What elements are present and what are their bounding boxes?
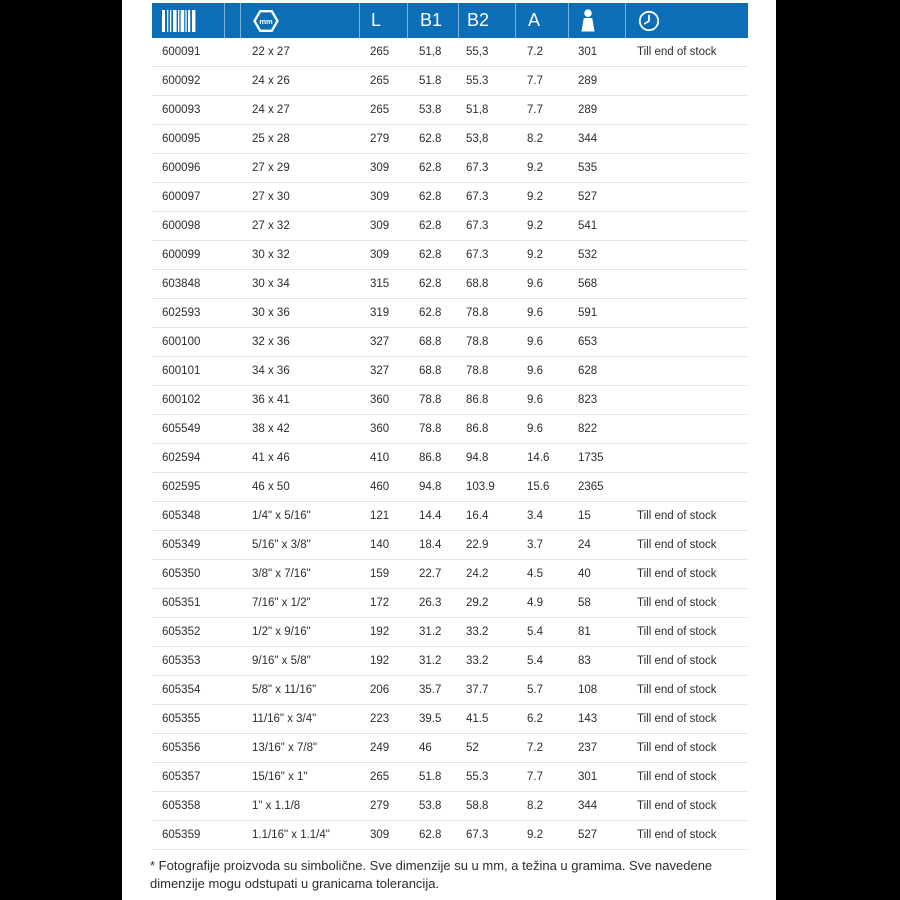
cell-weight: 40 bbox=[578, 568, 591, 580]
cell-a: 9.2 bbox=[527, 191, 543, 203]
cell-length: 327 bbox=[370, 365, 390, 377]
cell-size: 1.1/16" x 1.1/4" bbox=[252, 829, 330, 841]
cell-weight: 143 bbox=[578, 713, 598, 725]
cell-length: 140 bbox=[370, 539, 390, 551]
cell-size: 11/16" x 3/4" bbox=[252, 713, 317, 725]
cell-article-number: 605349 bbox=[162, 539, 201, 551]
cell-length: 206 bbox=[370, 684, 390, 696]
cell-a: 8.2 bbox=[527, 133, 543, 145]
cell-size: 9/16" x 5/8" bbox=[252, 655, 311, 667]
cell-article-number: 600096 bbox=[162, 162, 201, 174]
cell-length: 360 bbox=[370, 394, 390, 406]
cell-b1: 18.4 bbox=[419, 539, 442, 551]
cell-availability-note: Till end of stock bbox=[637, 597, 717, 609]
cell-article-number: 605549 bbox=[162, 423, 201, 435]
cell-size: 1" x 1.1/8 bbox=[252, 800, 301, 812]
header-cell-size bbox=[240, 3, 359, 38]
cell-b2: 94.8 bbox=[466, 452, 489, 464]
cell-b2: 67.3 bbox=[466, 191, 489, 203]
cell-b1: 14.4 bbox=[419, 510, 442, 522]
table-row bbox=[152, 647, 748, 676]
cell-b1: 78.8 bbox=[419, 423, 442, 435]
cell-a: 7.7 bbox=[527, 75, 543, 87]
cell-length: 309 bbox=[370, 829, 390, 841]
cell-article-number: 600100 bbox=[162, 336, 201, 348]
cell-size: 1/2" x 9/16" bbox=[252, 626, 311, 638]
cell-a: 3.7 bbox=[527, 539, 543, 551]
cell-a: 7.2 bbox=[527, 46, 543, 58]
cell-size: 15/16" x 1" bbox=[252, 771, 308, 783]
cell-article-number: 603848 bbox=[162, 278, 201, 290]
cell-availability-note: Till end of stock bbox=[637, 539, 717, 551]
cell-a: 7.2 bbox=[527, 742, 543, 754]
cell-weight: 15 bbox=[578, 510, 591, 522]
cell-weight: 237 bbox=[578, 742, 598, 754]
cell-length: 460 bbox=[370, 481, 390, 493]
cell-b2: 41.5 bbox=[466, 713, 489, 725]
cell-weight: 541 bbox=[578, 220, 598, 232]
cell-size: 13/16" x 7/8" bbox=[252, 742, 318, 754]
cell-size: 25 x 28 bbox=[252, 133, 290, 145]
cell-weight: 289 bbox=[578, 75, 598, 87]
cell-length: 315 bbox=[370, 278, 390, 290]
cell-article-number: 600091 bbox=[162, 46, 201, 58]
cell-article-number: 600097 bbox=[162, 191, 201, 203]
cell-a: 4.5 bbox=[527, 568, 543, 580]
cell-article-number: 600095 bbox=[162, 133, 201, 145]
cell-availability-note: Till end of stock bbox=[637, 684, 717, 696]
cell-article-number: 602595 bbox=[162, 481, 201, 493]
header-cell-a bbox=[515, 3, 568, 38]
table-row bbox=[152, 125, 748, 154]
cell-weight: 628 bbox=[578, 365, 598, 377]
cell-b1: 22.7 bbox=[419, 568, 442, 580]
cell-a: 9.6 bbox=[527, 307, 543, 319]
cell-b2: 68.8 bbox=[466, 278, 489, 290]
table-row bbox=[152, 212, 748, 241]
cell-b2: 86.8 bbox=[466, 423, 489, 435]
cell-article-number: 605353 bbox=[162, 655, 201, 667]
cell-a: 14.6 bbox=[527, 452, 550, 464]
header-label-B1: B1 bbox=[420, 10, 443, 30]
cell-size: 36 x 41 bbox=[252, 394, 290, 406]
table-row bbox=[152, 415, 748, 444]
cell-a: 9.2 bbox=[527, 829, 543, 841]
cell-availability-note: Till end of stock bbox=[637, 829, 717, 841]
cell-length: 265 bbox=[370, 46, 390, 58]
cell-weight: 344 bbox=[578, 800, 598, 812]
cell-availability-note: Till end of stock bbox=[637, 568, 717, 580]
cell-article-number: 605348 bbox=[162, 510, 201, 522]
table-row bbox=[152, 241, 748, 270]
header-cell-weight bbox=[568, 3, 625, 38]
cell-availability-note: Till end of stock bbox=[637, 742, 717, 754]
cell-availability-note: Till end of stock bbox=[637, 626, 717, 638]
cell-length: 192 bbox=[370, 655, 390, 667]
cell-weight: 24 bbox=[578, 539, 591, 551]
cell-length: 410 bbox=[370, 452, 390, 464]
cell-size: 34 x 36 bbox=[252, 365, 290, 377]
cell-article-number: 600093 bbox=[162, 104, 201, 116]
cell-b2: 78.8 bbox=[466, 307, 489, 319]
header-cell-article bbox=[152, 3, 224, 38]
cell-article-number: 600101 bbox=[162, 365, 201, 377]
cell-article-number: 600098 bbox=[162, 220, 201, 232]
cell-b1: 68.8 bbox=[419, 365, 442, 377]
header-cell-spacer bbox=[224, 3, 240, 38]
cell-weight: 1735 bbox=[578, 452, 604, 464]
cell-size: 27 x 32 bbox=[252, 220, 290, 232]
cell-availability-note: Till end of stock bbox=[637, 800, 717, 812]
cell-size: 27 x 29 bbox=[252, 162, 290, 174]
cell-b1: 62.8 bbox=[419, 307, 442, 319]
cell-length: 121 bbox=[370, 510, 390, 522]
cell-availability-note: Till end of stock bbox=[637, 655, 717, 667]
cell-weight: 535 bbox=[578, 162, 598, 174]
cell-weight: 2365 bbox=[578, 481, 604, 493]
cell-length: 159 bbox=[370, 568, 390, 580]
cell-article-number: 600099 bbox=[162, 249, 201, 261]
cell-length: 360 bbox=[370, 423, 390, 435]
cell-length: 279 bbox=[370, 800, 390, 812]
cell-size: 5/16" x 3/8" bbox=[252, 539, 311, 551]
cell-article-number: 605359 bbox=[162, 829, 201, 841]
cell-weight: 301 bbox=[578, 46, 598, 58]
cell-length: 327 bbox=[370, 336, 390, 348]
table-row bbox=[152, 67, 748, 96]
cell-length: 249 bbox=[370, 742, 390, 754]
cell-b1: 53.8 bbox=[419, 800, 442, 812]
cell-article-number: 600102 bbox=[162, 394, 201, 406]
cell-length: 265 bbox=[370, 75, 390, 87]
cell-b1: 51,8 bbox=[419, 46, 442, 58]
table-row bbox=[152, 589, 748, 618]
cell-length: 309 bbox=[370, 220, 390, 232]
cell-b2: 33.2 bbox=[466, 655, 489, 667]
cell-b2: 24.2 bbox=[466, 568, 489, 580]
cell-b1: 46 bbox=[419, 742, 432, 754]
cell-b2: 22.9 bbox=[466, 539, 489, 551]
barcode-icon bbox=[162, 10, 196, 32]
cell-b1: 62.8 bbox=[419, 829, 442, 841]
hex-nut-mm-icon bbox=[253, 9, 279, 33]
cell-weight: 591 bbox=[578, 307, 598, 319]
cell-length: 319 bbox=[370, 307, 390, 319]
cell-size: 30 x 34 bbox=[252, 278, 290, 290]
cell-availability-note: Till end of stock bbox=[637, 510, 717, 522]
cell-b2: 78.8 bbox=[466, 336, 489, 348]
catalog-sheet bbox=[122, 0, 776, 900]
cell-article-number: 605352 bbox=[162, 626, 201, 638]
cell-weight: 289 bbox=[578, 104, 598, 116]
cell-article-number: 605356 bbox=[162, 742, 201, 754]
cell-size: 30 x 32 bbox=[252, 249, 290, 261]
cell-b2: 53,8 bbox=[466, 133, 489, 145]
cell-b2: 51,8 bbox=[466, 104, 489, 116]
cell-b1: 62.8 bbox=[419, 191, 442, 203]
cell-a: 9.2 bbox=[527, 162, 543, 174]
cell-b2: 103.9 bbox=[466, 481, 495, 493]
cell-size: 38 x 42 bbox=[252, 423, 290, 435]
cell-a: 9.6 bbox=[527, 336, 543, 348]
cell-a: 3.4 bbox=[527, 510, 543, 522]
cell-size: 32 x 36 bbox=[252, 336, 290, 348]
cell-b2: 67.3 bbox=[466, 220, 489, 232]
cell-weight: 81 bbox=[578, 626, 591, 638]
header-cell-availability bbox=[625, 3, 748, 38]
hex-nut-mm-label: mm bbox=[259, 16, 273, 26]
cell-availability-note: Till end of stock bbox=[637, 46, 717, 58]
header-cell-b1 bbox=[407, 3, 458, 38]
table-row bbox=[152, 618, 748, 647]
table-row bbox=[152, 270, 748, 299]
cell-size: 3/8" x 7/16" bbox=[252, 568, 311, 580]
cell-b2: 67.3 bbox=[466, 829, 489, 841]
cell-length: 309 bbox=[370, 191, 390, 203]
cell-size: 7/16" x 1/2" bbox=[252, 597, 311, 609]
cell-a: 5.4 bbox=[527, 626, 543, 638]
cell-b1: 35.7 bbox=[419, 684, 442, 696]
cell-b1: 62.8 bbox=[419, 278, 442, 290]
product-table bbox=[152, 3, 748, 850]
weight-icon bbox=[579, 9, 597, 33]
cell-weight: 532 bbox=[578, 249, 598, 261]
table-row bbox=[152, 38, 748, 67]
cell-b1: 62.8 bbox=[419, 249, 442, 261]
table-row bbox=[152, 763, 748, 792]
cell-a: 7.7 bbox=[527, 771, 543, 783]
cell-length: 309 bbox=[370, 249, 390, 261]
cell-a: 7.7 bbox=[527, 104, 543, 116]
cell-a: 6.2 bbox=[527, 713, 543, 725]
cell-length: 192 bbox=[370, 626, 390, 638]
table-row bbox=[152, 386, 748, 415]
cell-size: 5/8" x 11/16" bbox=[252, 684, 317, 696]
cell-article-number: 600092 bbox=[162, 75, 201, 87]
cell-a: 8.2 bbox=[527, 800, 543, 812]
cell-length: 279 bbox=[370, 133, 390, 145]
cell-b2: 16.4 bbox=[466, 510, 489, 522]
table-row bbox=[152, 560, 748, 589]
cell-length: 265 bbox=[370, 771, 390, 783]
table-row bbox=[152, 299, 748, 328]
table-row bbox=[152, 357, 748, 386]
cell-availability-note: Till end of stock bbox=[637, 713, 717, 725]
cell-a: 9.6 bbox=[527, 365, 543, 377]
cell-length: 172 bbox=[370, 597, 390, 609]
table-body bbox=[152, 38, 748, 850]
table-row bbox=[152, 96, 748, 125]
cell-weight: 527 bbox=[578, 191, 598, 203]
header-cell-length bbox=[359, 3, 407, 38]
cell-b2: 55,3 bbox=[466, 46, 489, 58]
cell-b2: 55.3 bbox=[466, 771, 489, 783]
cell-weight: 823 bbox=[578, 394, 598, 406]
cell-b2: 37.7 bbox=[466, 684, 489, 696]
table-row bbox=[152, 705, 748, 734]
cell-a: 9.6 bbox=[527, 278, 543, 290]
cell-a: 15.6 bbox=[527, 481, 550, 493]
cell-weight: 301 bbox=[578, 771, 598, 783]
table-row bbox=[152, 473, 748, 502]
cell-article-number: 605351 bbox=[162, 597, 201, 609]
cell-a: 5.4 bbox=[527, 655, 543, 667]
cell-a: 9.6 bbox=[527, 394, 543, 406]
cell-b1: 51.8 bbox=[419, 771, 442, 783]
cell-size: 46 x 50 bbox=[252, 481, 290, 493]
cell-b2: 55.3 bbox=[466, 75, 489, 87]
cell-b1: 86.8 bbox=[419, 452, 442, 464]
table-row bbox=[152, 328, 748, 357]
cell-b2: 33.2 bbox=[466, 626, 489, 638]
cell-article-number: 605358 bbox=[162, 800, 201, 812]
cell-a: 9.2 bbox=[527, 220, 543, 232]
cell-b1: 53.8 bbox=[419, 104, 442, 116]
cell-article-number: 602594 bbox=[162, 452, 201, 464]
header-label-B2: B2 bbox=[467, 10, 490, 30]
cell-b2: 67.3 bbox=[466, 249, 489, 261]
cell-a: 5.7 bbox=[527, 684, 543, 696]
cell-b2: 29.2 bbox=[466, 597, 489, 609]
cell-length: 265 bbox=[370, 104, 390, 116]
cell-weight: 344 bbox=[578, 133, 598, 145]
footnote: * Fotografije proizvoda su simbolične. Sve dimenzije su u mm, a težina u gramima. Sve navedene dimenzije mogu odstupati u granicama tolerancija. bbox=[150, 858, 713, 891]
cell-a: 9.6 bbox=[527, 423, 543, 435]
cell-weight: 653 bbox=[578, 336, 598, 348]
cell-b1: 62.8 bbox=[419, 133, 442, 145]
header-label-L: L bbox=[371, 10, 382, 30]
cell-weight: 83 bbox=[578, 655, 591, 667]
cell-length: 223 bbox=[370, 713, 390, 725]
table-row bbox=[152, 734, 748, 763]
table-row bbox=[152, 531, 748, 560]
cell-b2: 67.3 bbox=[466, 162, 489, 174]
cell-article-number: 605354 bbox=[162, 684, 201, 696]
cell-article-number: 605350 bbox=[162, 568, 201, 580]
table-row bbox=[152, 154, 748, 183]
cell-weight: 58 bbox=[578, 597, 591, 609]
table-row bbox=[152, 821, 748, 850]
cell-b1: 26.3 bbox=[419, 597, 442, 609]
cell-size: 24 x 27 bbox=[252, 104, 290, 116]
header-label-A: A bbox=[528, 10, 541, 30]
cell-b2: 52 bbox=[466, 742, 479, 754]
cell-size: 24 x 26 bbox=[252, 75, 290, 87]
cell-article-number: 602593 bbox=[162, 307, 201, 319]
cell-b1: 78.8 bbox=[419, 394, 442, 406]
table-header bbox=[152, 3, 748, 38]
cell-article-number: 605357 bbox=[162, 771, 201, 783]
table-row bbox=[152, 183, 748, 212]
cell-length: 309 bbox=[370, 162, 390, 174]
cell-size: 41 x 46 bbox=[252, 452, 290, 464]
cell-b2: 78.8 bbox=[466, 365, 489, 377]
cell-b2: 86.8 bbox=[466, 394, 489, 406]
cell-b1: 51.8 bbox=[419, 75, 442, 87]
cell-b1: 94.8 bbox=[419, 481, 442, 493]
cell-b1: 31.2 bbox=[419, 626, 442, 638]
table-row bbox=[152, 676, 748, 705]
cell-b1: 62.8 bbox=[419, 220, 442, 232]
table-row bbox=[152, 792, 748, 821]
clock-icon bbox=[638, 10, 660, 32]
cell-a: 9.2 bbox=[527, 249, 543, 261]
cell-article-number: 605355 bbox=[162, 713, 201, 725]
cell-b2: 58.8 bbox=[466, 800, 489, 812]
cell-weight: 822 bbox=[578, 423, 598, 435]
table-row bbox=[152, 502, 748, 531]
cell-size: 1/4" x 5/16" bbox=[252, 510, 311, 522]
cell-weight: 568 bbox=[578, 278, 598, 290]
cell-availability-note: Till end of stock bbox=[637, 771, 717, 783]
cell-b1: 31.2 bbox=[419, 655, 442, 667]
cell-b1: 68.8 bbox=[419, 336, 442, 348]
header-cell-b2 bbox=[458, 3, 515, 38]
cell-b1: 62.8 bbox=[419, 162, 442, 174]
cell-size: 27 x 30 bbox=[252, 191, 290, 203]
cell-size: 30 x 36 bbox=[252, 307, 290, 319]
cell-weight: 527 bbox=[578, 829, 598, 841]
cell-weight: 108 bbox=[578, 684, 598, 696]
cell-size: 22 x 27 bbox=[252, 46, 290, 58]
cell-a: 4.9 bbox=[527, 597, 543, 609]
cell-b1: 39.5 bbox=[419, 713, 442, 725]
table-row bbox=[152, 444, 748, 473]
